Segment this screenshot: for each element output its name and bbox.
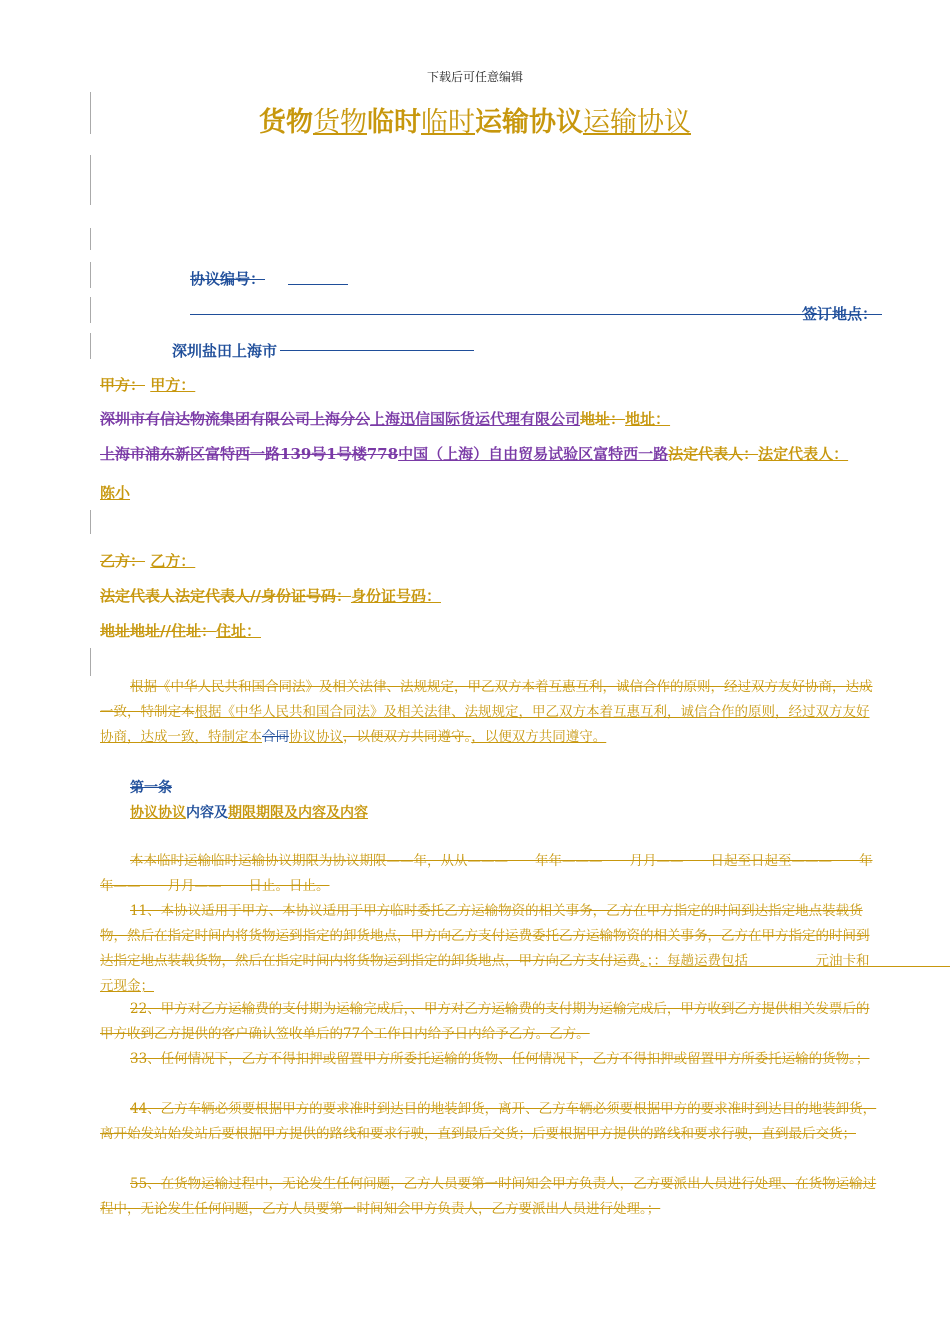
- party-b-label: [100, 550, 195, 571]
- party-a-addr-label-new: 地址：: [625, 410, 671, 428]
- document-title: [0, 100, 950, 139]
- intro-tail-new: ，以便双方共同遵守。: [471, 729, 607, 745]
- clause-5: 55、在货物运输过程中，无论发生任何问题，乙方人员要第一时间知会甲方负责人，乙方要派出人员进行处理、在货物运输过程中，无论发生任何问题，乙方人员要第一时间知会甲方负责人，乙方要派出人员进行处理。；: [100, 1176, 877, 1217]
- title-part: 运输协议: [475, 107, 583, 138]
- intro-old: 根据《中华人民共和国合同法》及相关法律、法规规定，甲乙双方本着互惠互利，诚信合作的原则，经过双方友好协商，达成一致，特制定本: [100, 679, 873, 720]
- revision-bar: [90, 510, 91, 534]
- sign-place-line: [190, 314, 882, 315]
- title-part: 临时: [367, 107, 421, 138]
- revision-bar: [90, 333, 91, 359]
- article-1-subheading: [130, 802, 368, 822]
- party-b-label-new: 乙方：: [150, 552, 196, 570]
- party-b-address: [100, 620, 261, 641]
- revision-bar: [90, 228, 91, 250]
- revision-bar: [90, 262, 91, 288]
- clause-3: 33、任何情况下，乙方不得扣押或留置甲方所委托运输的货物、任何情况下，乙方不得扣押或留置甲方所委托运输的货物。；: [130, 1051, 870, 1067]
- clause-1: [100, 899, 950, 999]
- party-a-label-new: 甲方：: [150, 376, 196, 394]
- revision-bar: [90, 297, 91, 323]
- article-1-sub3: 期限期限及内容及内容: [228, 805, 368, 821]
- party-a-name: [100, 408, 670, 429]
- party-a-name-old: 深圳市有信达物流集团有限公司上海分公: [100, 410, 371, 428]
- intro-agreement: 协议协议: [289, 729, 343, 745]
- party-a-name-new: 上海迅信国际货运代理有限公司: [370, 410, 581, 428]
- article-1-sub2: 内容及: [186, 805, 228, 821]
- party-a-label: [100, 374, 195, 395]
- intro-tail-old: ，以便双方共同遵守。: [343, 729, 472, 745]
- party-b-id: [100, 585, 441, 606]
- party-a-rep-name: 陈小: [100, 484, 131, 502]
- article-1-heading: 第一条: [130, 780, 172, 796]
- clause-period: 本本临时运输临时运输协议期限为协议期限——年，从从——— 年年——— 月月—— 日起至日起至——— 年年—— 月月—— 日止。日止。: [100, 853, 873, 894]
- clause-2: 22、甲方对乙方运输费的支付期为运输完成后，、甲方对乙方运输费的支付期为运输完成后，甲方收到乙方提供相关发票后的甲方收到乙方提供的客户确认签收单后的77个工作日内给予日内给予乙方。乙方。: [100, 1001, 870, 1042]
- sign-place-value: 深圳盐田上海市: [172, 342, 278, 360]
- agreement-number-label: 协议编号：: [190, 270, 266, 288]
- party-a-label-old: 甲方：: [100, 376, 146, 394]
- party-a-rep-label-new: 法定代表人：: [758, 445, 849, 463]
- sign-place-label: 签订地点：: [802, 305, 878, 323]
- party-b-id-new: 身份证号码：: [350, 587, 441, 605]
- party-a-addr-new: 中国（上海）自由贸易试验区富特西一路: [398, 445, 669, 463]
- party-b-id-old: 法定代表人法定代表人//身份证号码：: [100, 587, 351, 605]
- clause-4: 44、乙方车辆必须要根据甲方的要求准时到达目的地装卸货，离开、乙方车辆必须要根据甲方的要求准时到达目的地装卸货，离开始发站始发站后要根据甲方提供的路线和要求行驶，直到最后交货；后要根据甲方提供的路线和要求行驶，直到最后交货；: [100, 1101, 877, 1142]
- party-a-address: [100, 443, 848, 464]
- party-a-addr-label-old: 地址：: [580, 410, 626, 428]
- clause-1-text: 11、本协议适用于甲方、本协议适用于甲方临时委托乙方运输物资的相关事务，乙方在甲方指定的时间到达指定地点装载货物，然后在指定时间内将货物运到指定的卸货地点，甲方向乙方支付运费委托乙方运输物资的相关事务，乙方在甲方指定的时间到达指定地点装载货物，然后在指定时间内将货物运到指定的卸货地点，甲方向乙方支付运费: [100, 903, 870, 969]
- party-a-addr-old: 上海市浦东新区富特西一路139号1号楼778: [100, 445, 399, 463]
- agreement-number-field: [288, 284, 348, 285]
- clause-1-fee: 。；：每趟运费包括 元油卡和 元现金；: [100, 953, 950, 994]
- article-1-sub1: 协议协议: [130, 805, 186, 821]
- revision-bar: [90, 648, 91, 676]
- title-part: 临时: [421, 107, 475, 138]
- party-b-label-old: 乙方：: [100, 552, 146, 570]
- intro-new: 根据《中华人民共和国合同法》及相关法律、法规规定，甲乙双方本着互惠互利，诚信合作的原则，经过双方友好协商，达成一致，特制定本: [100, 704, 870, 745]
- intro-paragraph: [100, 675, 878, 750]
- title-part: 货物: [313, 107, 367, 138]
- title-part: 货物: [259, 107, 313, 138]
- party-b-addr-old: 地址地址//住址：: [100, 622, 216, 640]
- title-part: 运输协议: [583, 107, 691, 138]
- intro-contract: 合同: [262, 729, 289, 745]
- header-note: 下载后可任意编辑: [426, 70, 523, 84]
- party-a-rep-label-old: 法定代表人：: [668, 445, 759, 463]
- revision-bar: [90, 155, 91, 205]
- party-b-addr-new: 住址：: [215, 622, 261, 640]
- sign-place-value-line: [280, 350, 474, 351]
